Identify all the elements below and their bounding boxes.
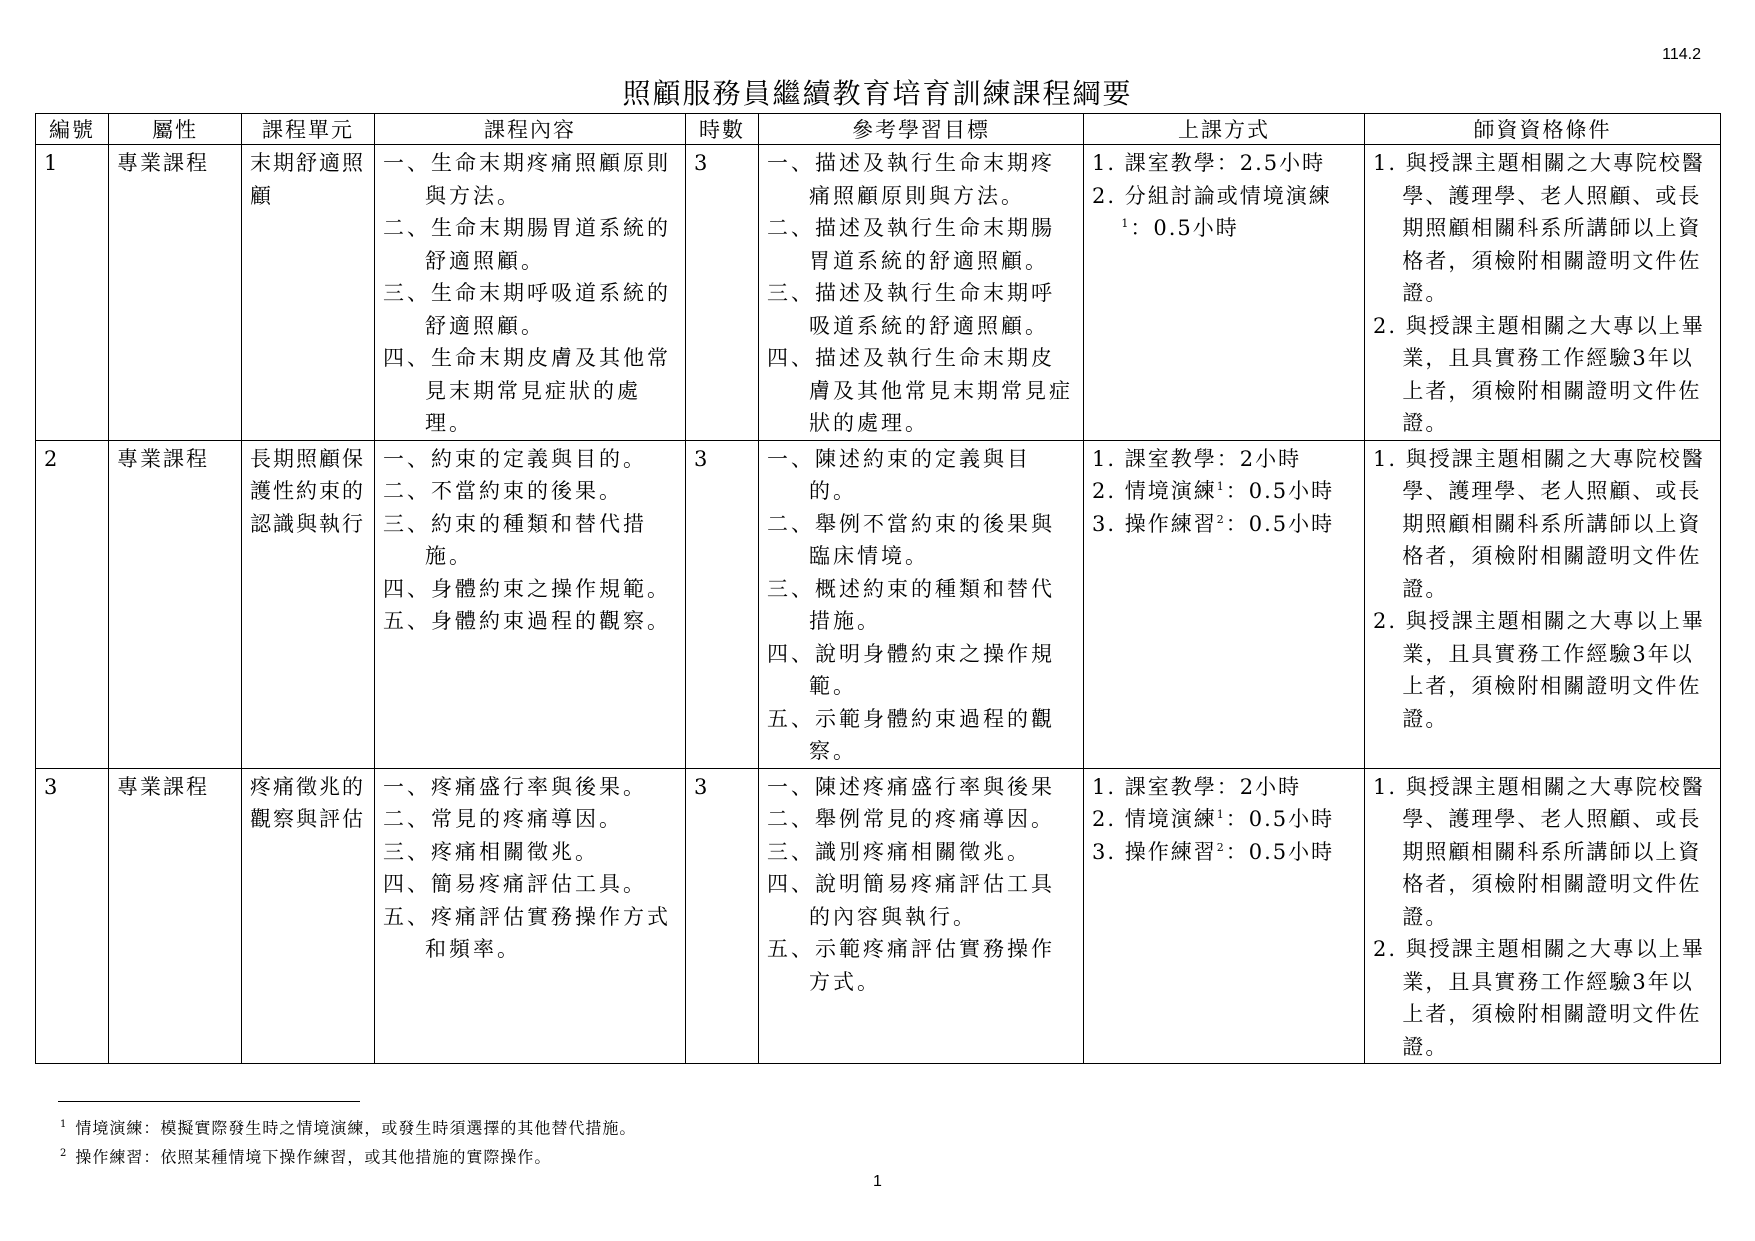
- footnote-item: $^1$ 情境演練：模擬實際發生時之情境演練，或發生時須選擇的其他替代措施。: [60, 1118, 637, 1138]
- column-header-category: 屬性: [109, 114, 242, 145]
- table-row: [36, 768, 1721, 1064]
- objective-item: 四、說明簡易疼痛評估工具的內容與執行。: [767, 872, 1055, 929]
- content-item: 二、生命末期腸胃道系統的舒適照顧。: [383, 216, 671, 273]
- table-row: [36, 440, 1721, 768]
- objective-item: 一、描述及執行生命末期疼痛照顧原則與方法。: [767, 151, 1055, 208]
- column-header-method: 上課方式: [1084, 114, 1365, 145]
- cell-content: [375, 768, 686, 1064]
- cell-teacher: [1365, 145, 1721, 441]
- objective-item: 一、陳述疼痛盛行率與後果: [767, 774, 1055, 799]
- objective-item: 四、描述及執行生命末期皮膚及其他常見末期常見症狀的處理。: [767, 346, 1073, 435]
- content-item: 四、生命末期皮膚及其他常見末期常見症狀的處理。: [383, 346, 671, 435]
- method-item: 2. 分組討論或情境演練$^1$：0.5小時: [1092, 183, 1332, 240]
- teacher-item: 1. 與授課主題相關之大專院校醫學、護理學、老人照顧、或長期照顧相關科系所講師以上資格者，須檢附相關證明文件佐證。: [1373, 446, 1705, 601]
- cell-content: [375, 440, 686, 768]
- document-title: 照顧服務員繼續教育培育訓練課程綱要: [622, 77, 1133, 110]
- column-header-teacher: 師資資格條件: [1365, 114, 1721, 145]
- cell-unit: 疼痛徵兆的觀察與評估: [242, 768, 375, 1064]
- cell-teacher: [1365, 440, 1721, 768]
- column-header-hours: 時數: [686, 114, 759, 145]
- cell-hours: 3: [686, 145, 759, 441]
- objective-item: 三、概述約束的種類和替代措施。: [767, 576, 1055, 633]
- content-item: 五、疼痛評估實務操作方式和頻率。: [383, 904, 671, 961]
- cell-unit: 末期舒適照顧: [242, 145, 375, 441]
- method-item: 2. 情境演練$^1$：0.5小時: [1092, 807, 1335, 831]
- method-item: 3. 操作練習$^2$：0.5小時: [1092, 839, 1335, 864]
- footnote-item: $^2$ 操作練習：依照某種情境下操作練習，或其他措施的實際操作。: [60, 1147, 552, 1167]
- teacher-item: 1. 與授課主題相關之大專院校醫學、護理學、老人照顧、或長期照顧相關科系所講師以上資格者，須檢附相關證明文件佐證。: [1373, 774, 1705, 929]
- cell-objectives: [759, 768, 1084, 1064]
- cell-category: 專業課程: [109, 768, 242, 1064]
- teacher-item: 2. 與授課主題相關之大專以上畢業，且具實務工作經驗3年以上者，須檢附相關證明文件佐證。: [1373, 313, 1705, 435]
- objective-item: 五、示範疼痛評估實務操作方式。: [767, 937, 1055, 994]
- cell-objectives: [759, 145, 1084, 441]
- cell-number: 2: [36, 440, 109, 768]
- column-header-content: 課程內容: [375, 114, 686, 145]
- cell-number: 3: [36, 768, 109, 1064]
- objective-item: 四、說明身體約束之操作規範。: [767, 641, 1055, 698]
- method-item: 1. 課室教學：2小時: [1092, 774, 1302, 799]
- cell-number: 1: [36, 145, 109, 441]
- version-label: 114.2: [1662, 46, 1701, 63]
- column-header-unit: 課程單元: [242, 114, 375, 145]
- table-header-row: [36, 114, 1721, 145]
- content-item: 二、不當約束的後果。: [383, 479, 623, 503]
- column-header-objectives: 參考學習目標: [759, 114, 1084, 145]
- cell-objectives: [759, 440, 1084, 768]
- content-item: 四、簡易疼痛評估工具。: [383, 872, 647, 896]
- teacher-item: 1. 與授課主題相關之大專院校醫學、護理學、老人照顧、或長期照顧相關科系所講師以上資格者，須檢附相關證明文件佐證。: [1373, 151, 1705, 305]
- cell-teacher: [1365, 768, 1721, 1064]
- syllabus-table: [35, 113, 1721, 1064]
- cell-hours: 3: [686, 440, 759, 768]
- method-item: 3. 操作練習$^2$：0.5小時: [1092, 511, 1335, 536]
- objective-item: 三、描述及執行生命末期呼吸道系統的舒適照顧。: [767, 281, 1055, 338]
- cell-category: 專業課程: [109, 440, 242, 768]
- objective-item: 一、陳述約束的定義與目的。: [767, 446, 1031, 503]
- objective-item: 五、示範身體約束過程的觀察。: [767, 706, 1055, 763]
- objective-item: 二、描述及執行生命末期腸胃道系統的舒適照顧。: [767, 216, 1055, 273]
- method-item: 2. 情境演練$^1$：0.5小時: [1092, 479, 1335, 503]
- page-number: 1: [873, 1173, 882, 1190]
- content-item: 二、常見的疼痛導因。: [383, 807, 623, 831]
- content-item: 五、身體約束過程的觀察。: [383, 609, 671, 633]
- method-item: 1. 課室教學：2.5小時: [1092, 151, 1326, 175]
- cell-unit: 長期照顧保護性約束的認識與執行: [242, 440, 375, 768]
- content-item: 三、約束的種類和替代措施。: [383, 511, 647, 568]
- content-item: 一、疼痛盛行率與後果。: [383, 774, 647, 799]
- cell-content: [375, 145, 686, 441]
- cell-method: [1084, 440, 1365, 768]
- content-item: 三、生命末期呼吸道系統的舒適照顧。: [383, 281, 671, 338]
- objective-item: 二、舉例常見的疼痛導因。: [767, 807, 1055, 831]
- content-item: 一、生命末期疼痛照顧原則與方法。: [383, 151, 671, 208]
- cell-hours: 3: [686, 768, 759, 1064]
- teacher-item: 2. 與授課主題相關之大專以上畢業，且具實務工作經驗3年以上者，須檢附相關證明文件佐證。: [1373, 609, 1705, 731]
- content-item: 三、疼痛相關徵兆。: [383, 839, 599, 864]
- teacher-item: 2. 與授課主題相關之大專以上畢業，且具實務工作經驗3年以上者，須檢附相關證明文件佐證。: [1373, 937, 1705, 1059]
- footnotes: [60, 1112, 636, 1171]
- cell-method: [1084, 768, 1365, 1064]
- footnote-divider: [58, 1101, 360, 1102]
- content-item: 四、身體約束之操作規範。: [383, 576, 671, 601]
- table-row: [36, 145, 1721, 441]
- content-item: 一、約束的定義與目的。: [383, 446, 647, 471]
- column-header-number: 編號: [36, 114, 109, 145]
- objective-item: 三、識別疼痛相關徵兆。: [767, 839, 1031, 864]
- method-item: 1. 課室教學：2小時: [1092, 446, 1302, 471]
- cell-method: [1084, 145, 1365, 441]
- objective-item: 二、舉例不當約束的後果與臨床情境。: [767, 511, 1055, 568]
- cell-category: 專業課程: [109, 145, 242, 441]
